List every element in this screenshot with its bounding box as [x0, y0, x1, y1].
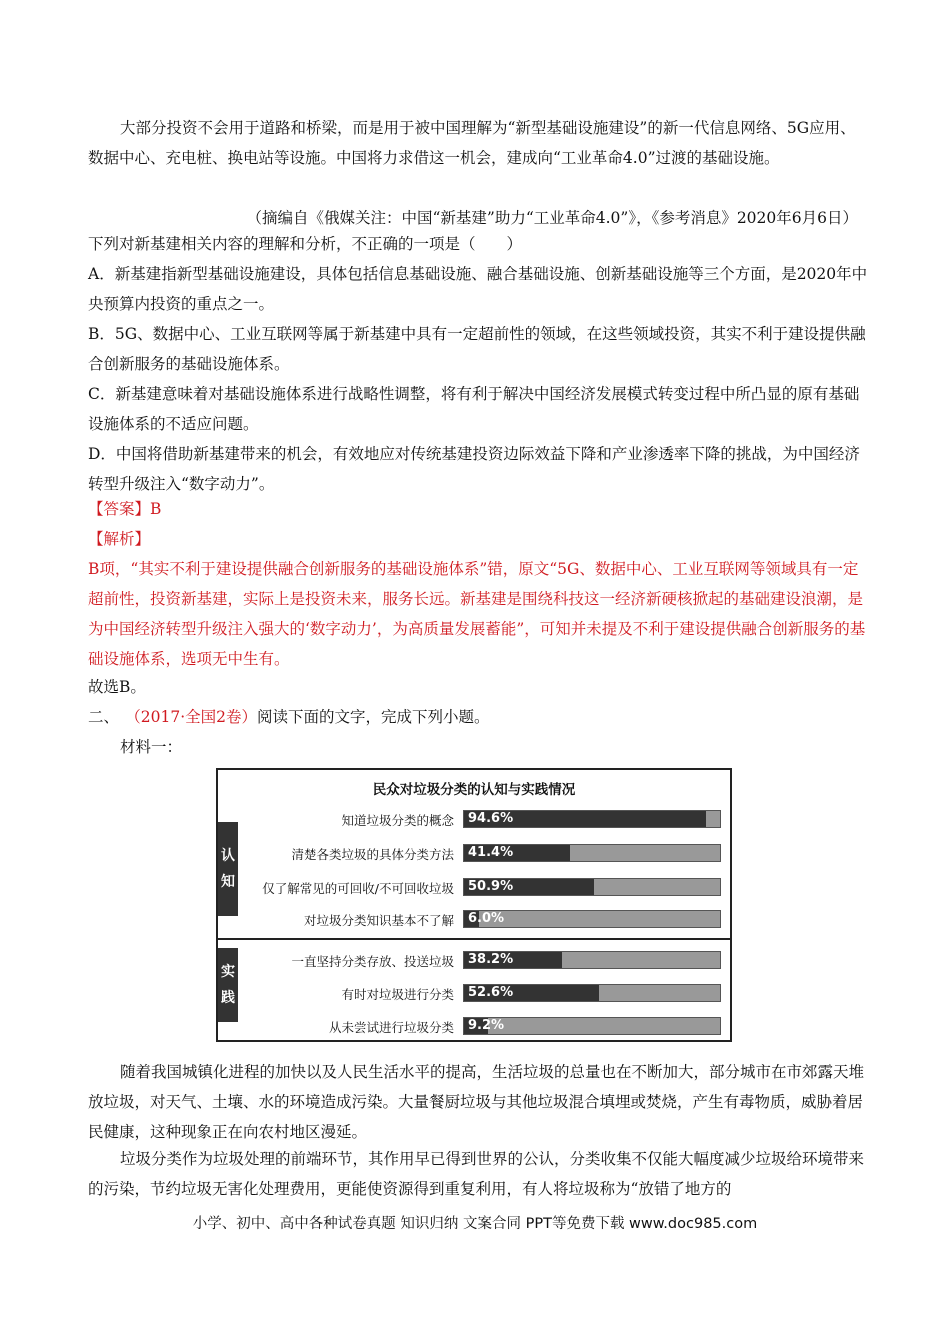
- analysis-text: B项，“其实不利于建设提供融合创新服务的基础设施体系”错，原文“5G、数据中心、工业互联网等领域具有一定超前性，投资新基建，实际上是投资未来，服务长远。新基建是围绕科技这一经济新硬核掀起的基础建设浪潮，是为中国经济转型升级注入强大的‘数字动力’，为高质量发展蓄能”，可知并未提及不利于建设提供融合创新服务的基础设施体系，选项无中生有。: [88, 560, 866, 668]
- group-label-cognition: 认 知: [218, 822, 238, 916]
- bar-track: [463, 951, 721, 969]
- option-d: D．中国将借助新基建带来的机会，有效地应对传统基建投资边际效益下降和产业渗透率下降的挑战，为中国经济转型升级注入“数字动力”。: [88, 445, 860, 493]
- option-c: C．新基建意味着对基础设施体系进行战略性调整，将有利于解决中国经济发展模式转变过程中所凸显的原有基础设施体系的不适应问题。: [88, 385, 860, 433]
- bar-label: 有时对垃圾进行分类: [341, 987, 454, 1002]
- bar-track: [463, 878, 721, 896]
- page-footer: 小学、初中、高中各种试卷真题 知识归纳 文案合同 PPT等免费下载 www.doc985.com: [192, 1216, 758, 1232]
- body-paragraph-2: 垃圾分类作为垃圾处理的前端环节，其作用早已得到世界的公认，分类收集不仅能大幅度减少垃圾给环境带来的污染，节约垃圾无害化处理费用，更能使资源得到重复利用，有人将垃圾称为“放错了地方的: [88, 1150, 865, 1198]
- garbage-sorting-chart: [216, 768, 732, 1042]
- bar-track: [463, 844, 721, 862]
- section-heading: [88, 702, 868, 732]
- bar-track: [463, 984, 721, 1002]
- conclusion: 故选B。: [88, 678, 146, 696]
- bar-value-label: 6.0%: [468, 911, 505, 926]
- analysis-label: 【解析】: [88, 530, 151, 548]
- bar-value-label: 38.2%: [468, 952, 514, 967]
- chart-title: 民众对垃圾分类的认知与实践情况: [372, 782, 576, 798]
- bar-label: 知道垃圾分类的概念: [341, 813, 454, 828]
- bar-value-label: 41.4%: [468, 845, 514, 860]
- bar-label: 从未尝试进行垃圾分类: [328, 1020, 454, 1035]
- question-stem: 下列对新基建相关内容的理解和分析，不正确的一项是（ ）: [88, 235, 523, 253]
- section-instruction: 阅读下面的文字，完成下列小题。: [257, 708, 490, 726]
- chart-divider: [218, 938, 730, 940]
- bar-track: [463, 810, 721, 828]
- bar-value-label: 94.6%: [468, 811, 514, 826]
- source-citation: （摘编自《俄媒关注：中国“新基建”助力“工业革命4.0”》，《参考消息》2020年6月6日）: [246, 209, 858, 227]
- material-label: 材料一：: [120, 738, 183, 756]
- bar-value-label: 50.9%: [468, 879, 514, 894]
- bar-label: 对垃圾分类知识基本不了解: [303, 913, 454, 928]
- intro-paragraph: 大部分投资不会用于道路和桥梁，而是用于被中国理解为“新型基础设施建设”的新一代信息网络、5G应用、数据中心、充电桩、换电站等设施。中国将力求借这一机会，建成向“工业革命4.0”过渡的基础设施。: [88, 119, 856, 167]
- bar-value-label: 9.2%: [468, 1018, 505, 1033]
- bar-label: 一直坚持分类存放、投送垃圾: [291, 954, 454, 969]
- bar-label: 清楚各类垃圾的具体分类方法: [291, 847, 454, 862]
- bar-track: [463, 910, 721, 928]
- bar-track: [463, 1017, 721, 1035]
- section-number: 二、: [88, 708, 120, 726]
- section-source: （2017·全国2卷）: [133, 708, 258, 726]
- option-b: B．5G、数据中心、工业互联网等属于新基建中具有一定超前性的领域，在这些领域投资，其实不利于建设提供融合创新服务的基础设施体系。: [88, 325, 866, 373]
- option-a: A．新基建指新型基础设施建设，具体包括信息基础设施、融合基础设施、创新基础设施等三个方面，是2020年中央预算内投资的重点之一。: [88, 265, 868, 313]
- body-paragraph-1: 随着我国城镇化进程的加快以及人民生活水平的提高，生活垃圾的总量也在不断加大，部分城市在市郊露天堆放垃圾，对天气、土壤、水的环境造成污染。大量餐厨垃圾与其他垃圾混合填埋或焚烧，产生有毒物质，威胁着居民健康，这种现象正在向农村地区漫延。: [88, 1063, 865, 1141]
- bar-value-label: 52.6%: [468, 985, 514, 1000]
- bar-label: 仅了解常见的可回收/不可回收垃圾: [262, 881, 454, 896]
- group-label-practice: 实 践: [218, 948, 238, 1022]
- answer-line: 【答案】B: [88, 500, 162, 518]
